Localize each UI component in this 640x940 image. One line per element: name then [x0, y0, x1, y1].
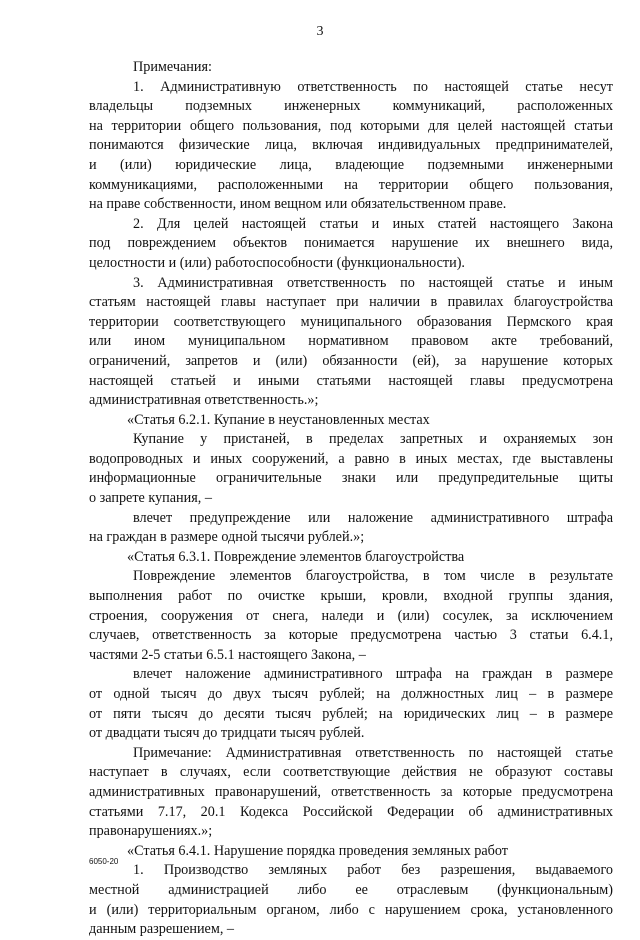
text-line: данным разрешением, –	[89, 921, 235, 938]
text-line: от одной тысяч до двух тысяч рублей; на должностных лиц – в размере	[89, 686, 613, 702]
text-line: влечет предупреждение или наложение административного штрафа	[133, 509, 613, 526]
text-line: Повреждение элементов благоустройства, в том числе в результате	[133, 568, 613, 585]
text-line: под повреждением объектов понимается нарушение их внешнего вида,	[89, 235, 613, 252]
text-line: административных правонарушений, ответственность за которые предусмотрена	[89, 783, 613, 800]
text-line: правонарушениях.»;	[89, 823, 213, 840]
text-line: 1. Производство земляных работ без разрешения, выдаваемого	[133, 862, 613, 879]
text-line: частями 2-5 статьи 6.5.1 настоящего Закона, –	[89, 646, 366, 663]
text-line: строения, сооружения от снега, наледи и (или) сосулек, за исключением	[89, 607, 613, 624]
text-line: или ином муниципальном нормативном правовом акте требований,	[89, 333, 613, 350]
text-line: «Статья 6.2.1. Купание в неустановленных местах	[127, 411, 430, 428]
text-line: целостности и (или) работоспособности (функциональности).	[89, 254, 465, 271]
text-line: местной администрацией либо ее отраслевым (функциональным)	[89, 881, 613, 898]
text-line: от двадцати тысяч до тридцати тысяч рублей.	[89, 725, 365, 742]
text-line: понимаются физические лица, включая индивидуальных предпринимателей,	[89, 137, 613, 154]
footer-document-code: 6050-20	[89, 857, 119, 866]
text-line: от пяти тысяч до десяти тысяч рублей; на юридических лиц – в размере	[89, 705, 613, 722]
text-line: влечет наложение административного штрафа на граждан в размере	[133, 666, 613, 683]
text-line: о запрете купания, –	[89, 490, 212, 507]
text-line: ограничений, запретов и (или) обязанности (ей), за нарушение которых	[89, 352, 613, 369]
text-line: 3. Административная ответственность по настоящей статье и иным	[133, 274, 613, 291]
text-line: коммуникациями, расположенными на территории общего пользования,	[89, 176, 613, 193]
text-line: Купание у пристаней, в пределах запретных и охраняемых зон	[133, 431, 613, 448]
text-line: Примечание: Административная ответственность по настоящей статье	[133, 744, 613, 761]
text-line: 1. Административную ответственность по настоящей статье несут	[133, 78, 613, 95]
text-line: и (или) территориальным органом, либо с нарушением срока, установленного	[89, 901, 613, 918]
document-body	[89, 58, 613, 940]
page-number: 3	[316, 24, 324, 39]
text-line: на праве собственности, ином вещном или обязательственном праве.	[89, 196, 507, 213]
text-line: наступает в случаях, если соответствующие действия не образуют составы	[89, 764, 613, 781]
text-line: информационные ограничительные знаки или предупредительные щиты	[89, 470, 613, 487]
text-line: владельцы подземных инженерных коммуникаций, расположенных	[89, 98, 613, 115]
text-line: выполнения работ по очистке крыши, кровли, входной группы здания,	[89, 588, 613, 605]
text-line: на территории общего пользования, под которыми для целей настоящей статьи	[89, 117, 613, 134]
text-line: административная ответственность.»;	[89, 392, 319, 409]
text-line: «Статья 6.3.1. Повреждение элементов благоустройства	[127, 548, 465, 565]
text-line: «Статья 6.4.1. Нарушение порядка проведения земляных работ	[127, 842, 508, 859]
text-line: Примечания:	[133, 59, 212, 75]
text-line: статьями 7.17, 20.1 Кодекса Российской Федерации об административных	[89, 803, 613, 820]
text-line: территории соответствующего муниципального образования Пермского края	[89, 313, 613, 330]
text-line: случаев, ответственность за которые предусмотрена частью 3 статьи 6.4.1,	[89, 627, 613, 644]
text-line: 2. Для целей настоящей статьи и иных статей настоящего Закона	[133, 215, 613, 232]
text-line: водопроводных и иных сооружений, а равно в иных местах, где выставлены	[89, 450, 613, 467]
text-line: статьям настоящей главы наступает при наличии в правилах благоустройства	[89, 294, 613, 311]
text-line: настоящей статьей и иными статьями настоящей главы предусмотрена	[89, 372, 613, 389]
text-line: на граждан в размере одной тысячи рублей.»;	[89, 529, 365, 546]
text-line: и (или) юридические лица, владеющие подземными инженерными	[89, 156, 613, 173]
